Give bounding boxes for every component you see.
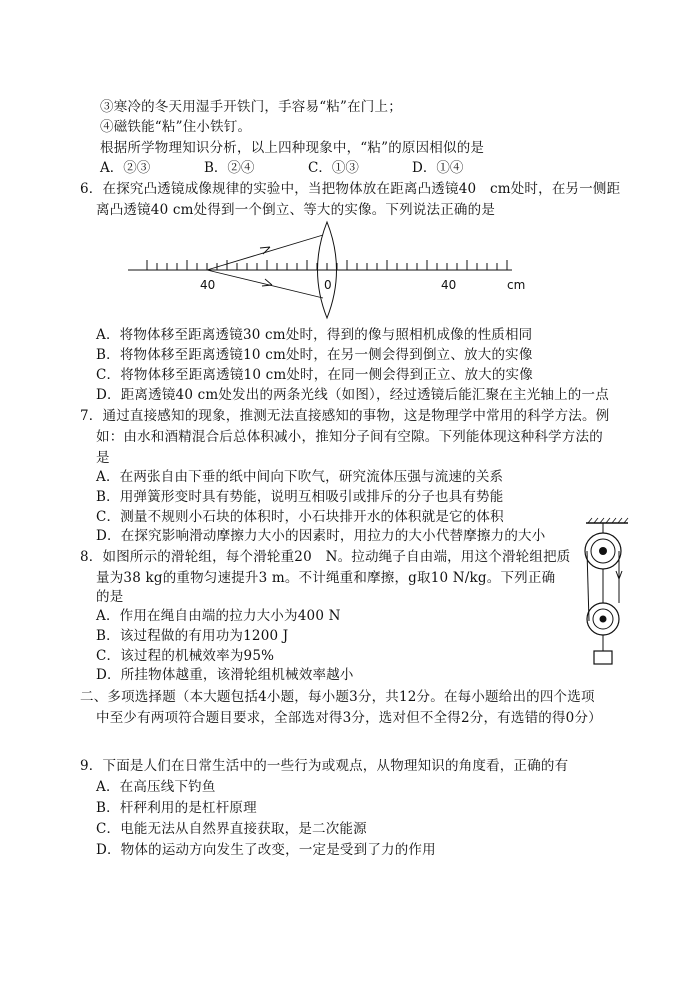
arrow-lower bbox=[262, 279, 272, 286]
section2-heading-line1: 二、多项选择题（本大题包括4小题，每小题3分，共12分。在每小题给出的四个选项 bbox=[80, 689, 595, 705]
q7-stem-line3: 是 bbox=[96, 450, 110, 466]
fixed-pulley bbox=[585, 533, 621, 569]
ruler-label-right-40: 40 bbox=[441, 278, 457, 292]
q8-option-d: D．所挂物体越重，该滑轮组机械效率越小 bbox=[96, 667, 354, 683]
q7-option-c: C．测量不规则小石块的体积时，小石块排开水的体积就是它的体积 bbox=[96, 509, 504, 525]
q9-stem: 9．下面是人们在日常生活中的一些行为或观点，从物理知识的角度看，正确的有 bbox=[80, 758, 569, 774]
q8-stem-line2: 量为38 kg的重物匀速提升3 m。不计绳重和摩擦，g取10 N/kg。下列正确 bbox=[96, 570, 556, 586]
q5-option-a: A．②③ bbox=[100, 160, 151, 176]
light-rays bbox=[207, 235, 323, 298]
q6-option-c: C．将物体移至距离透镜10 cm处时，在同一侧会得到正立、放大的实像 bbox=[96, 367, 533, 383]
pulley-figure bbox=[578, 515, 638, 667]
q5-option-d: D．①④ bbox=[412, 160, 464, 176]
q5-options bbox=[100, 159, 516, 177]
q5-stem: 根据所学物理知识分析，以上四种现象中，“粘”的原因相似的是 bbox=[100, 140, 485, 156]
q8-stem-line1: 8．如图所示的滑轮组，每个滑轮重20 N。拉动绳子自由端，用这个滑轮组把质 bbox=[80, 549, 571, 565]
q7-option-a: A．在两张自由下垂的纸中间向下吹气，研究流体压强与流速的关系 bbox=[96, 469, 504, 485]
ruler-label-left-40: 40 bbox=[200, 278, 216, 292]
q8-option-a: A．作用在绳自由端的拉力大小为400 N bbox=[96, 608, 341, 624]
ruler-unit-cm: cm bbox=[507, 278, 526, 292]
ceiling bbox=[586, 518, 628, 523]
ray-lower bbox=[207, 270, 323, 298]
q7-stem-line1: 7．通过直接感知的现象，推测无法直接感知的事物，这是物理学中常用的科学方法。例 bbox=[80, 408, 610, 424]
q8-option-b: B．该过程做的有用功为1200 J bbox=[96, 628, 289, 644]
q5-item3: ③寒冷的冬天用湿手开铁门，手容易“粘”在门上； bbox=[100, 99, 402, 115]
q7-stem-line2: 如：由水和酒精混合后总体积减小，推知分子间有空隙。下列能体现这种科学方法的 bbox=[96, 429, 603, 445]
q6-option-d: D．距离透镜40 cm处发出的两条光线（如图），经过透镜后能汇聚在主光轴上的一点 bbox=[96, 387, 609, 403]
q8-stem-line3: 的是 bbox=[96, 589, 124, 605]
rope-segments bbox=[587, 551, 619, 621]
q6-option-a: A．将物体移至距离透镜30 cm处时，得到的像与照相机成像的性质相同 bbox=[96, 327, 533, 343]
q9-option-a: A．在高压线下钓鱼 bbox=[96, 779, 216, 795]
movable-pulley bbox=[587, 603, 619, 635]
q6-stem-line2: 离凸透镜40 cm处得到一个倒立、等大的实像。下列说法正确的是 bbox=[96, 202, 496, 218]
q7-option-b: B．用弹簧形变时具有势能，说明互相吸引或排斥的分子也具有势能 bbox=[96, 489, 504, 505]
q7-option-d: D．在探究影响滑动摩擦力大小的因素时，用拉力的大小代替摩擦力的大小 bbox=[96, 528, 546, 544]
ruler-label-zero: 0 bbox=[324, 278, 332, 292]
q6-option-b: B．将物体移至距离透镜10 cm处时，在另一侧会得到倒立、放大的实像 bbox=[96, 347, 533, 363]
q5-item4: ④磁铁能“粘”住小铁钉。 bbox=[100, 119, 252, 135]
section2-heading-line2: 中至少有两项符合题目要求，全部选对得3分，选对但不全得2分，有选错的得0分） bbox=[96, 710, 602, 726]
load-block bbox=[594, 651, 612, 664]
lens-figure bbox=[120, 218, 540, 322]
optical-axis-ruler bbox=[128, 260, 512, 270]
q9-option-c: C．电能无法从自然界直接获取，是二次能源 bbox=[96, 821, 367, 837]
q5-option-b: B．②④ bbox=[204, 160, 255, 176]
q9-option-d: D．物体的运动方向发生了改变，一定是受到了力的作用 bbox=[96, 842, 436, 858]
q9-option-b: B．杆秤利用的是杠杆原理 bbox=[96, 800, 257, 816]
q6-stem-line1: 6．在探究凸透镜成像规律的实验中，当把物体放在距离凸透镜40 cm处时，在另一侧距 bbox=[80, 181, 621, 197]
q8-option-c: C．该过程的机械效率为95% bbox=[96, 648, 275, 664]
q5-option-c: C．①③ bbox=[308, 160, 359, 176]
